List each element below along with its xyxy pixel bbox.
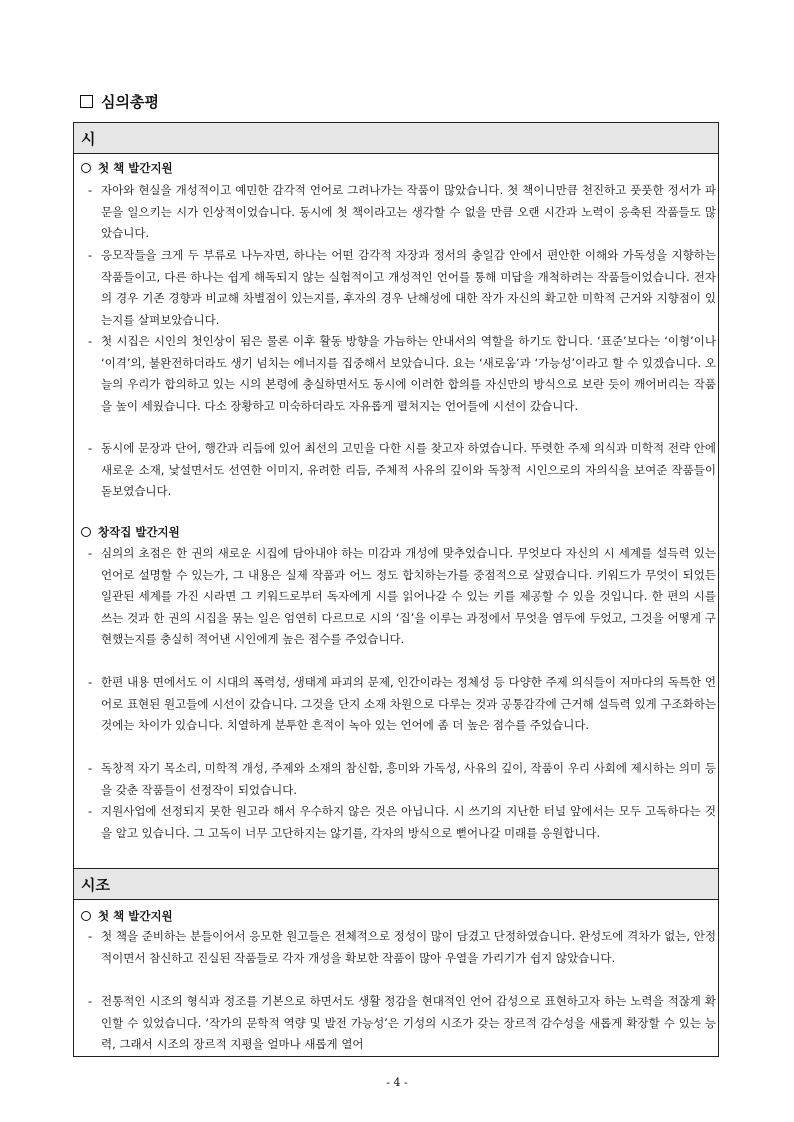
- review-paragraph: [85, 801, 716, 844]
- review-table: [73, 122, 719, 1057]
- dash-bullet-icon: -: [88, 804, 93, 818]
- paragraph-text: 전통적인 시조의 형식과 정조를 기본으로 하면서도 생활 정감을 현대적인 언어 감성으로 표현하고자 하는 노력을 적잖게 확인할 수 있었습니다. ‘작가의 문학적 역량 및 발전 가능성’은 기성의 시조가 갖는 장르적 감수성을 새롭게 확장할 수 있는 능력, 그래서 시조의 장르적 지평을 얼마나 새롭게 열어: [101, 994, 716, 1051]
- paragraph-text: 자아와 현실을 개성적이고 예민한 감각적 언어로 그려나가는 작품이 많았습니다. 첫 책이니만큼 천진하고 풋풋한 정서가 파문을 일으키는 시가 인상적이었습니다. 동시에 첫 책이라고는 생각할 수 없을 만큼 오랜 시간과 노력이 응축된 작품들도 많았습니다.: [101, 183, 716, 240]
- paragraph-text: 독창적 자기 목소리, 미학적 개성, 주제와 소재의 참신함, 흥미와 가독성, 사유의 깊이, 작품이 우리 사회에 제시하는 의미 등을 갖춘 작품들이 선정작이 되었습니다.: [101, 761, 716, 797]
- paragraph-text: 심의의 초점은 한 권의 새로운 시집에 담아내야 하는 미감과 개성에 맞추었습니다. 무엇보다 자신의 시 세계를 설득력 있는 언어로 설명할 수 있는가, 그 내용은 실제 작품과 어느 정도 합치하는가를 중점적으로 살폈습니다. 키워드가 무엇이 되었든 일관된 세계를 가진 시라면 그 키워드로부터 독자에게 시를 읽어나갈 수 있는 키를 제공할 수 있을 것입니다. 한 편의 시를 쓰는 것과 한 권의 시집을 묶는 일은 엄연히 다르므로 시의 ‘집’을 이루는 과정에서 무엇을 염두에 두었고, 그것을 어떻게 구현했는지를 충실히 적어낸 시인에게 높은 점수를 주었습니다.: [101, 546, 716, 646]
- paragraph-text: 동시에 문장과 단어, 행간과 리듬에 있어 최선의 고민을 다한 시를 찾고자 하였습니다. 뚜렷한 주제 의식과 미학적 전략 안에 새로운 소재, 낯설면서도 선연한 이미지, 유려한 리듬, 주체적 사유의 깊이와 독창적 시인으로의 자의식을 보여준 작품들이 돋보였습니다.: [101, 441, 716, 498]
- section-title: 시: [81, 129, 96, 148]
- section-heading: [80, 91, 159, 112]
- review-paragraph: [85, 991, 716, 1056]
- circle-bullet-icon: [81, 911, 91, 921]
- section-header-sijo: [74, 868, 718, 900]
- paragraph-text: 한편 내용 면에서도 이 시대의 폭력성, 생태계 파괴의 문제, 인간이라는 정체성 등 다양한 주제 의식들이 저마다의 독특한 언어로 표현된 원고들에 시선이 갔습니다. 그것을 단지 소재 차원으로 다루는 것과 공통감각에 근거해 설득력 있게 구조화하는 것에는 차이가 있습니다. 치열하게 분투한 흔적이 녹아 있는 언어에 좀 더 높은 점수를 주었습니다.: [101, 675, 716, 732]
- subsection-label: 첫 책 발간지원: [98, 161, 173, 175]
- subsection-label: 첫 책 발간지원: [98, 909, 173, 923]
- review-paragraph: [85, 180, 716, 245]
- dash-bullet-icon: -: [88, 675, 93, 689]
- paragraph-text: 첫 책을 준비하는 분들이어서 응모한 원고들은 전체적으로 정성이 많이 담겼고 단정하였습니다. 완성도에 격차가 없는, 안정적이면서 참신하고 진실된 작품들로 각자 개성을 확보한 작품이 많아 우열을 가리기가 쉽지 않았습니다.: [101, 929, 716, 965]
- subsection-label: 창작집 발간지원: [98, 525, 180, 539]
- dash-bullet-icon: -: [88, 441, 93, 455]
- dash-bullet-icon: -: [88, 546, 93, 560]
- dash-bullet-icon: -: [88, 334, 93, 348]
- paragraph-text: 첫 시집은 시인의 첫인상이 됨은 물론 이후 활동 방향을 가늠하는 안내서의 역할을 하기도 합니다. ‘표준’보다는 ‘이형’이나 ‘이격’의, 불완전하더라도 생기 넘치는 에너지를 집중해서 보았습니다. 요는 ‘새로움’과 ‘가능성’이라고 할 수 있겠습니다. 오늘의 우리가 합의하고 있는 시의 본령에 충실하면서도 동시에 이러한 합의를 자신만의 방식으로 보란 듯이 깨어버리는 작품을 높이 세웠습니다. 다소 장황하고 미숙하더라도 자유롭게 펼쳐지는 언어들에 시선이 갔습니다.: [101, 334, 716, 413]
- paragraph-text: 응모작들을 크게 두 부류로 나누자면, 하나는 어떤 감각적 자장과 정서의 충일감 안에서 편안한 이해와 가독성을 지향하는 작품들이고, 다른 하나는 쉽게 해독되지 않는 실험적이고 개성적인 언어를 통해 미답을 개척하려는 작품들이었습니다. 전자의 경우 기존 경향과 비교해 차별점이 있는지를, 후자의 경우 난해성에 대한 작가 자신의 확고한 미학적 근거와 지향점이 있는지를 살펴보았습니다.: [101, 248, 716, 327]
- subsection-title: [81, 524, 180, 540]
- paragraph-text: 지원사업에 선정되지 못한 원고라 해서 우수하지 않은 것은 아닙니다. 시 쓰기의 지난한 터널 앞에서는 모두 고독하다는 것을 알고 있습니다. 그 고독이 너무 고단하지는 않기를, 각자의 방식으로 뻗어나갈 미래를 응원합니다.: [101, 804, 716, 840]
- dash-bullet-icon: -: [88, 183, 93, 197]
- subsection-title: [81, 908, 173, 924]
- review-paragraph: [85, 926, 716, 969]
- page-number: - 4 -: [386, 1076, 408, 1089]
- circle-bullet-icon: [81, 527, 91, 537]
- review-paragraph: [85, 543, 716, 651]
- dash-bullet-icon: -: [88, 248, 93, 262]
- dash-bullet-icon: -: [88, 761, 93, 775]
- review-paragraph: [85, 438, 716, 503]
- review-paragraph: [85, 672, 716, 737]
- review-paragraph: [85, 245, 716, 331]
- dash-bullet-icon: -: [88, 994, 93, 1008]
- section-title: 시조: [81, 875, 110, 894]
- checkbox-square-icon: [80, 95, 93, 108]
- subsection-title: [81, 160, 173, 176]
- section-header-poetry: [74, 123, 718, 154]
- review-paragraph: [85, 331, 716, 417]
- circle-bullet-icon: [81, 163, 91, 173]
- review-paragraph: [85, 758, 716, 801]
- heading-text: 심의총평: [101, 93, 159, 111]
- dash-bullet-icon: -: [88, 929, 93, 943]
